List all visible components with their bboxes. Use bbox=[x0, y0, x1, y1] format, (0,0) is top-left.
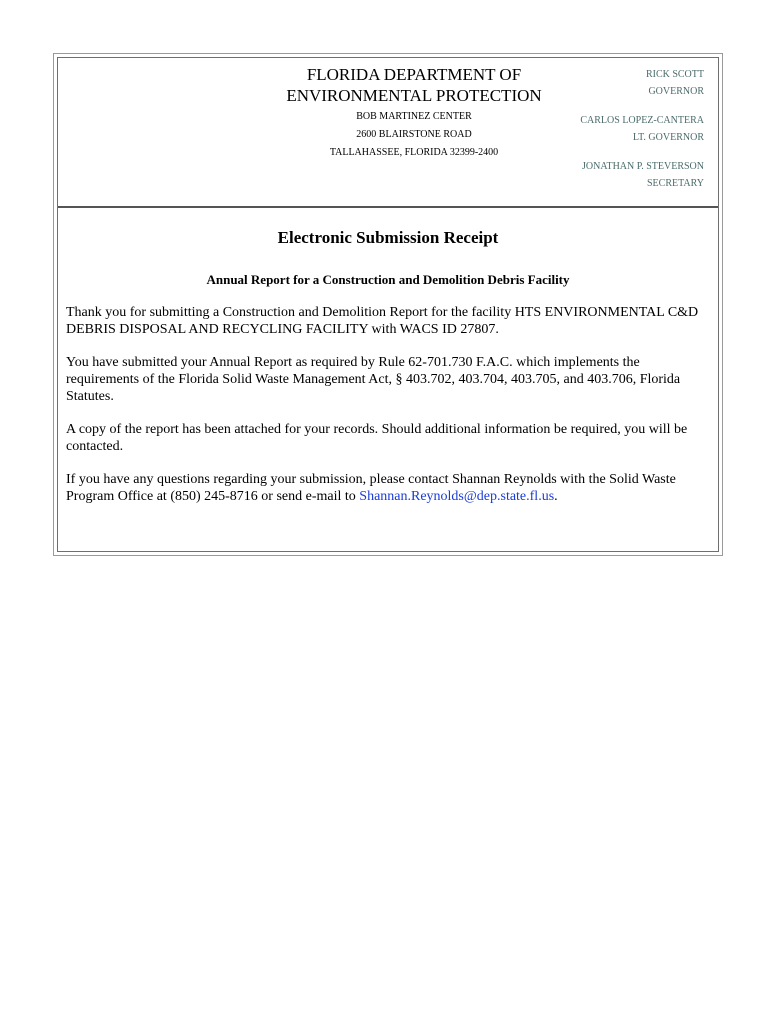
lt-governor-name: CARLOS LOPEZ-CANTERA bbox=[580, 115, 704, 126]
contact-email-link[interactable]: Shannan.Reynolds@dep.state.fl.us bbox=[359, 489, 555, 504]
receipt-frame bbox=[53, 53, 723, 556]
officials-list bbox=[580, 66, 704, 192]
address-line2: 2600 BLAIRSTONE ROAD bbox=[356, 129, 472, 140]
lt-governor-title: LT. GOVERNOR bbox=[632, 132, 704, 143]
letterhead bbox=[58, 58, 718, 208]
agency-title-line2: ENVIRONMENTAL PROTECTION bbox=[286, 86, 542, 105]
paragraph-thank-you: Thank you for submitting a Construction and Demolition Report for the facility HTS ENVIRONMENTAL C&D DEBRIS DISPOSAL AND RECYCLING FACILITY with WACS ID 27807. bbox=[66, 305, 699, 337]
paragraph-requirements: You have submitted your Annual Report as required by Rule 62-701.730 F.A.C. which implements the requirements of the Florida Solid Waste Management Act, § 403.702, 403.704, 403.705, and 403.706, Florida Statutes. bbox=[66, 355, 681, 404]
address-line3: TALLAHASSEE, FLORIDA 32399-2400 bbox=[329, 147, 499, 158]
receipt-title: Electronic Submission Receipt bbox=[277, 228, 499, 247]
paragraph-contact bbox=[66, 471, 710, 505]
contact-end: . bbox=[554, 489, 558, 504]
receipt-body bbox=[58, 228, 718, 505]
receipt-panel bbox=[57, 57, 719, 552]
governor-title: GOVERNOR bbox=[648, 86, 704, 97]
agency-title-line1: FLORIDA DEPARTMENT OF bbox=[306, 65, 522, 84]
contact-text: If you have any questions regarding your submission, please contact Shannan Reynolds with the Solid Waste Program Office at (850) 245-8716 or send e-mail to bbox=[66, 472, 676, 504]
receipt-subtitle: Annual Report for a Construction and Demolition Debris Facility bbox=[206, 272, 570, 287]
secretary-name: JONATHAN P. STEVERSON bbox=[582, 161, 704, 172]
governor-name: RICK SCOTT bbox=[645, 69, 704, 80]
secretary-title: SECRETARY bbox=[647, 178, 704, 189]
address-line1: BOB MARTINEZ CENTER bbox=[356, 111, 472, 122]
paragraph-copy-attached: A copy of the report has been attached for your records. Should additional information be required, you will be contacted. bbox=[66, 422, 688, 454]
